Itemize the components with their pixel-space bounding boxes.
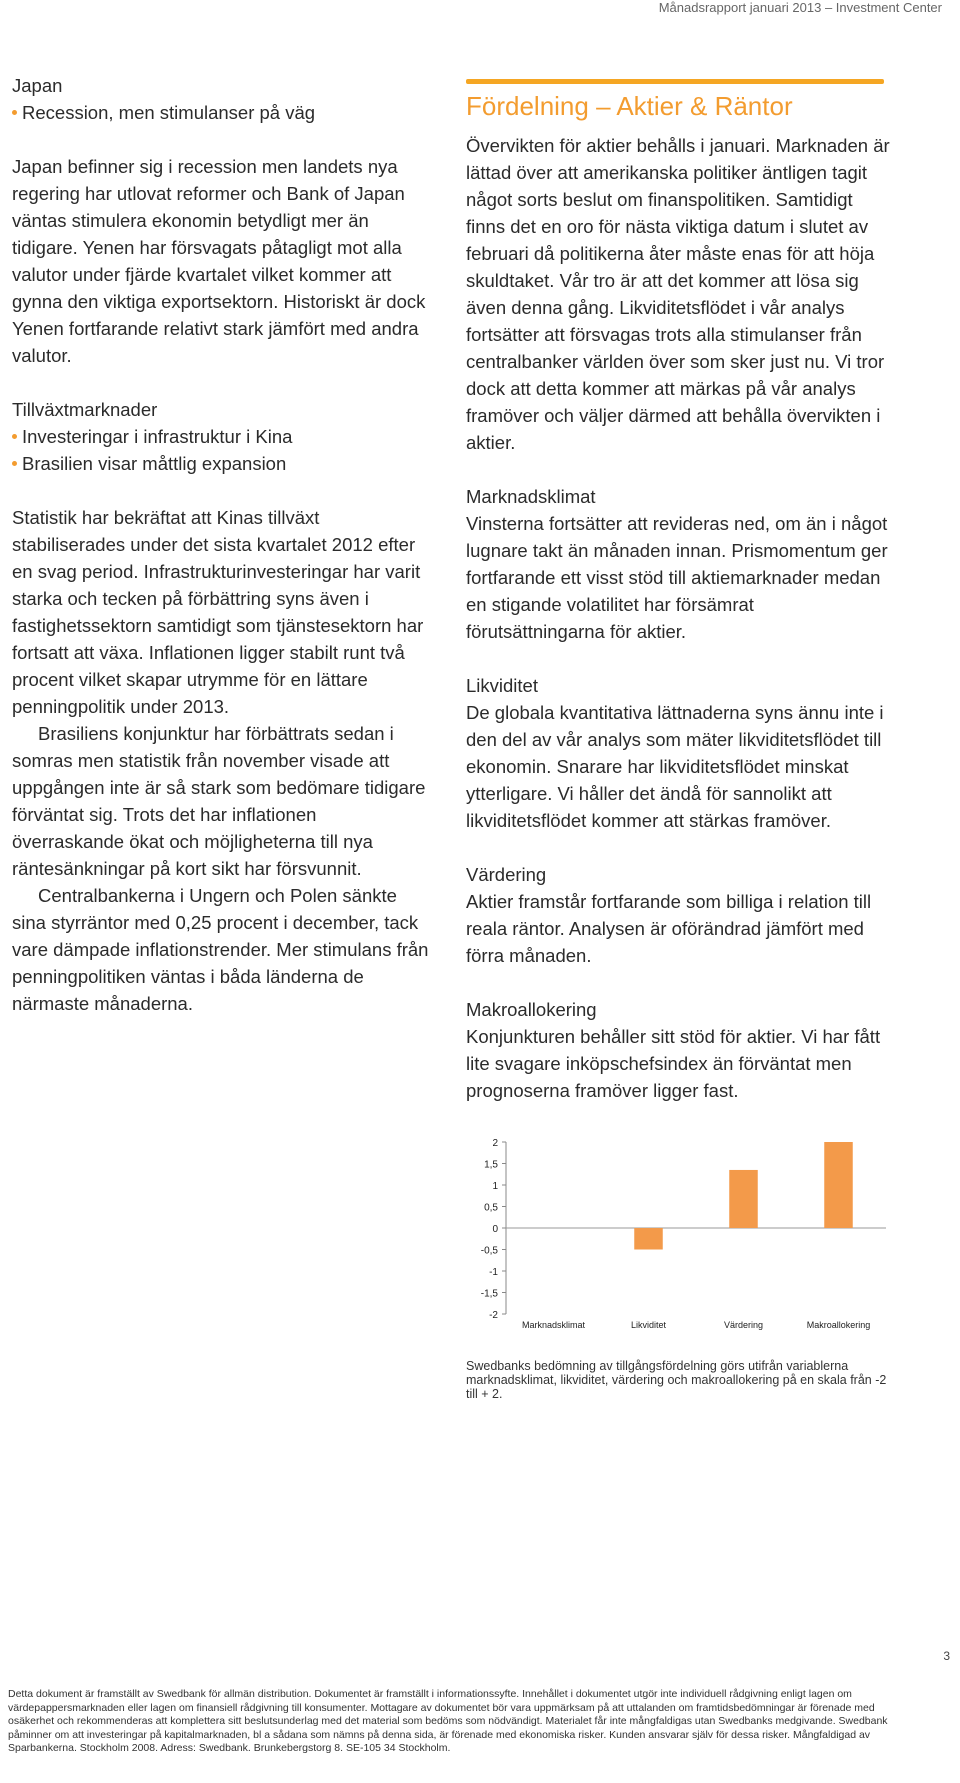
section-heading-market-climate: Marknadsklimat bbox=[466, 486, 596, 507]
japan-bullet: Recession, men stimulanser på väg bbox=[12, 99, 432, 126]
y-tick-label: 1 bbox=[492, 1181, 498, 1192]
central-banks-paragraph: Centralbankerna i Ungern och Polen sänkte sina styrräntor med 0,25 procent i december, tack vare dämpade inflationstrender. Mer stimulans från penningpolitiken väntas i båda länderna de närmaste månaderna. bbox=[12, 885, 429, 1014]
china-paragraph: Statistik har bekräftat att Kinas tillväxt stabiliserades under det sista kvartalet 2012 efter en svag period. Infrastrukturinvesteringar har varit starka och tecken på förbättring syns även i fastighetssektorn samtidigt som tjänstesektorn har fortsatt att växa. Inflationen ligger stabilt runt två procent vilket skapar utrymme för en lättare penningpolitik under 2013. bbox=[12, 507, 424, 717]
emerging-markets-bullet: Brasilien visar måttlig expansion bbox=[12, 450, 432, 477]
y-tick-label: -2 bbox=[489, 1310, 498, 1321]
x-category-label: Likviditet bbox=[630, 1320, 667, 1330]
section-heading-macro: Makroallokering bbox=[466, 999, 597, 1020]
japan-bullet-list bbox=[12, 99, 432, 126]
emerging-markets-bullet: Investeringar i infrastruktur i Kina bbox=[12, 423, 432, 450]
allocation-bar-chart bbox=[466, 1134, 896, 1344]
section-heading-valuation: Värdering bbox=[466, 864, 547, 885]
section-text-liquidity: De globala kvantitativa lättnaderna syns ännu inte i den del av vår analys som mäter likviditetsflödet till ekonomin. Snarare har likviditetsflödet minskat ytterligare. Vi håller det ändå för sannolikt att likviditetsflödet kommer att stärkas framöver. bbox=[466, 702, 884, 831]
bar-värdering bbox=[729, 1170, 758, 1228]
allocation-title: Fördelning – Aktier & Räntor bbox=[466, 91, 793, 121]
y-tick-label: -1 bbox=[489, 1267, 498, 1278]
section-text-market-climate: Vinsterna fortsätter att revideras ned, om än i något lugnare takt än månaden innan. Prismomentum ger fortfarande ett visst stöd till aktiemarknader medan en stigande volatilitet har försämrat förutsättningarna för aktier. bbox=[466, 513, 888, 642]
accent-bar bbox=[466, 79, 884, 84]
y-tick-label: 1,5 bbox=[484, 1159, 498, 1171]
y-tick-label: 0,5 bbox=[484, 1202, 498, 1214]
bar-makroallokering bbox=[824, 1142, 853, 1228]
right-column bbox=[466, 79, 896, 1401]
left-column bbox=[12, 72, 432, 1017]
footer-disclaimer: Detta dokument är framställt av Swedbank för allmän distribution. Dokumentet är framställt i informationssyfte. Innehållet i dokumentet utgör inte individuell rådgivning enligt lagen om värdepappersmarknaden eller lagen om finansiell rådgivning till konsumenter. Mottagare av dokumentet bör vara uppmärksam på att uttalanden om framtidsbedömningar är förenade med osäkerhet och rekommenderas att komplettera sitt beslutsunderlag med det material som bedöms som nödvändigt. Materialet får inte mångfaldigas utan Swedbanks medgivande. Swedbank påminner om att investeringar på kapitalmarknaden, bl a sådana som nämns på denna sida, är förenade med ekonomiska risker. Kunden ansvarar själv för dessa risker. Mångfaldigad av Sparbankerna. Stockholm 2008. Adress: Swedbank. Brunkebergstorg 8. SE-105 34 Stockholm. bbox=[8, 1688, 888, 1754]
section-heading-liquidity: Likviditet bbox=[466, 675, 538, 696]
emerging-markets-bullet-list bbox=[12, 423, 432, 477]
bar-likviditet bbox=[634, 1228, 663, 1250]
japan-paragraph: Japan befinner sig i recession men landets nya regering har utlovat reformer och Bank of Japan väntas stimulera ekonomin betydligt mer än tidigare. Yenen har försvagats påtagligt mot alla valutor under fjärde kvartalet vilket kommer att gynna den viktiga exportsektorn. Historiskt är dock Yenen fortfarande relativt stark jämfört med andra valutor. bbox=[12, 156, 426, 366]
y-tick-label: 2 bbox=[492, 1138, 498, 1149]
y-tick-label: -0,5 bbox=[480, 1245, 498, 1257]
y-tick-label: -1,5 bbox=[480, 1288, 498, 1300]
allocation-intro: Övervikten för aktier behålls i januari. Marknaden är lättad över att amerikanska politiker äntligen tagit något sorts beslut om finanspolitiken. Samtidigt finns det en oro för nästa viktiga datum i slutet av februari då politikerna åter måste enas för att höja skuldtaket. Vår tro är att det kommer att lösa sig även denna gång. Likviditetsflödet i vår analys fortsätter att försvagas trots alla stimulanser från centralbanker världen över som sker just nu. Vi tror dock att detta kommer att märkas på vår analys framöver och väljer därmed att behålla övervikten i aktier. bbox=[466, 135, 890, 453]
japan-heading: Japan bbox=[12, 75, 63, 96]
x-category-label: Marknadsklimat bbox=[521, 1320, 586, 1330]
page-number: 3 bbox=[943, 1649, 950, 1663]
brazil-paragraph: Brasiliens konjunktur har förbättrats sedan i somras men statistik från november visade att uppgången inte är så stark som bedömare tidigare förväntat sig. Trots det har inflationen överraskande ökat och möjligheterna till nya räntesänkningar på kort sikt har försvunnit. bbox=[12, 723, 426, 879]
chart-caption: Swedbanks bedömning av tillgångsfördelning görs utifrån variablerna marknadsklimat, likviditet, värdering och makroallokering på en skala från -2 till + 2. bbox=[466, 1359, 887, 1401]
emerging-markets-heading: Tillväxtmarknader bbox=[12, 399, 158, 420]
section-text-macro: Konjunkturen behåller sitt stöd för aktier. Vi har fått lite svagare inköpschefsindex än förväntat men prognoserna framöver ligger fast. bbox=[466, 1026, 881, 1101]
x-category-label: Makroallokering bbox=[806, 1320, 871, 1330]
running-head: Månadsrapport januari 2013 – Investment Center bbox=[658, 0, 942, 15]
section-text-valuation: Aktier framstår fortfarande som billiga i relation till reala räntor. Analysen är oförändrad jämfört med förra månaden. bbox=[466, 891, 872, 966]
x-category-label: Värdering bbox=[723, 1320, 764, 1330]
y-tick-label: 0 bbox=[492, 1224, 498, 1235]
